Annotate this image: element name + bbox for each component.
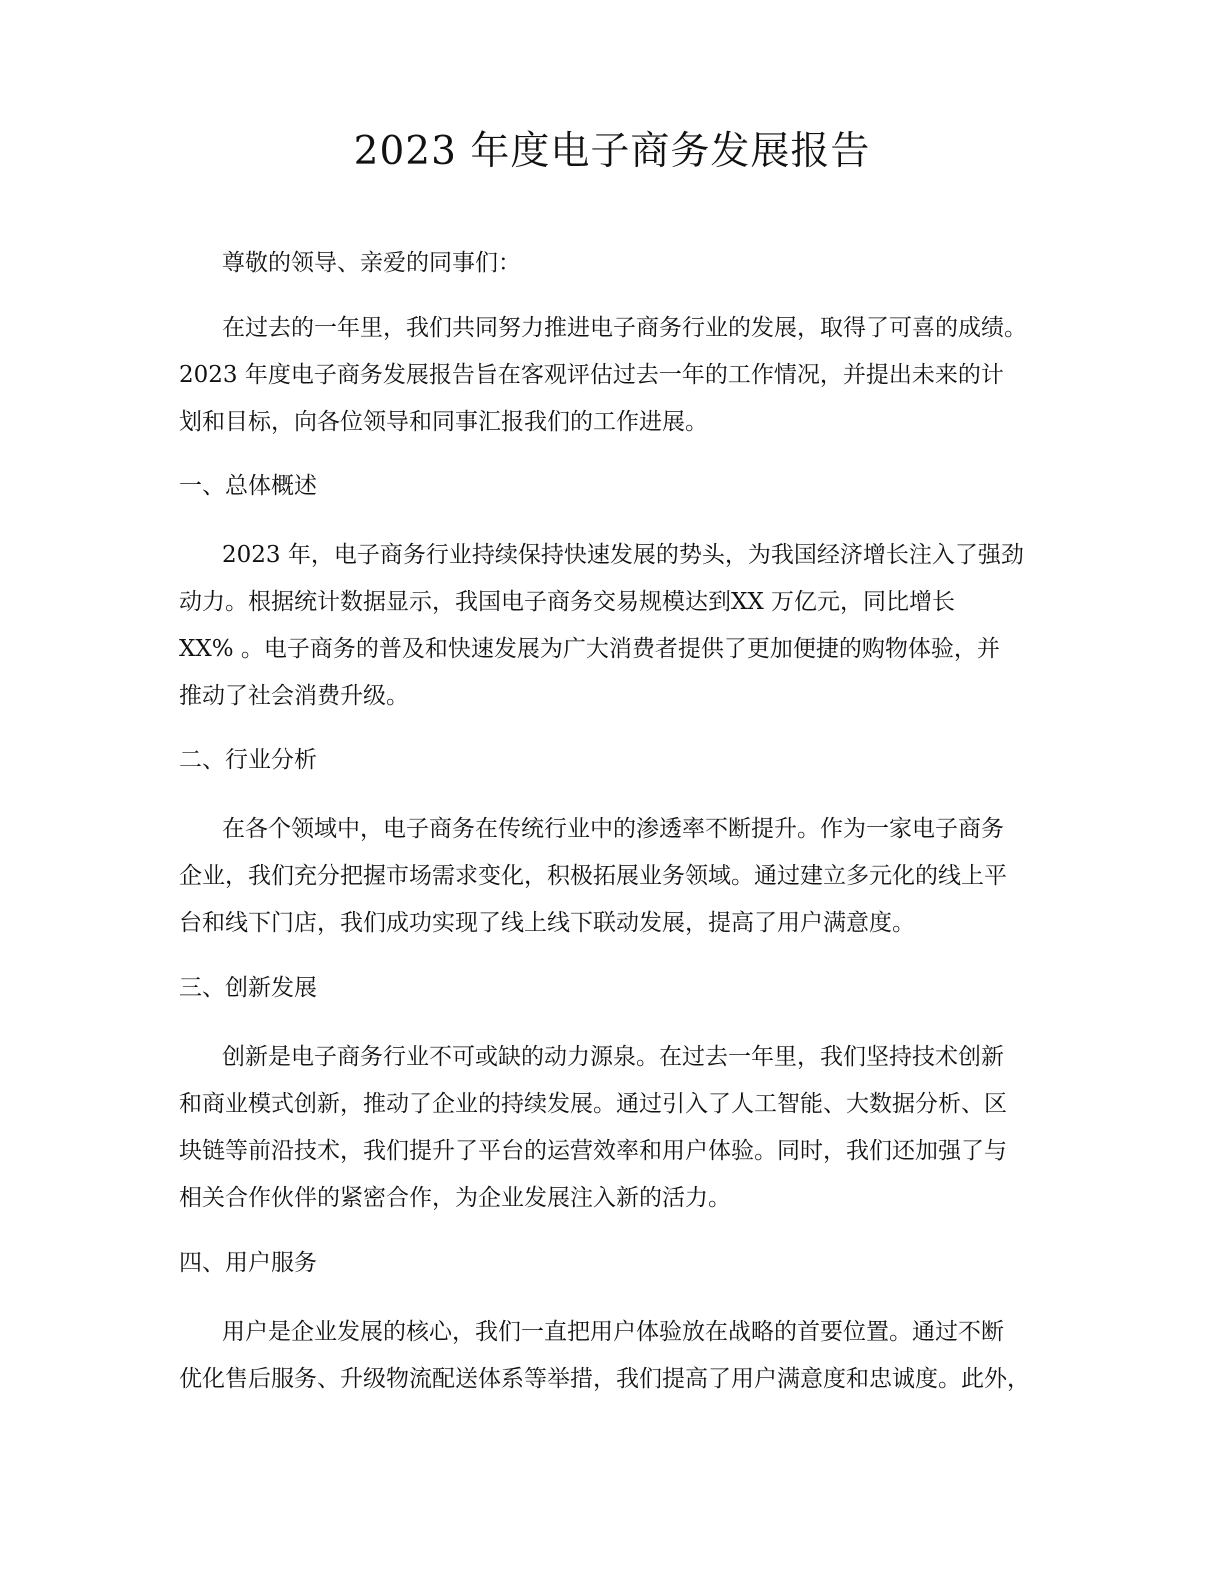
paragraph-line: 相关合作伙伴的紧密合作，为企业发展注入新的活力。 [179,1185,731,1211]
paragraph-line: 推动了社会消费升级。 [179,683,409,709]
paragraph-line: 块链等前沿技术，我们提升了平台的运营效率和用户体验。同时，我们还加强了与 [179,1138,1007,1164]
paragraph-line: 优化售后服务、升级物流配送体系等举措，我们提高了用户满意度和忠诚度。此外， [179,1366,1030,1392]
paragraph-line: 企业，我们充分把握市场需求变化，积极拓展业务领域。通过建立多元化的线上平 [179,863,1007,889]
paragraph-line: 动力。根据统计数据显示，我国电子商务交易规模达到XX 万亿元，同比增长 [179,589,956,615]
document-title: 2023 年度电子商务发展报告 [353,129,871,174]
paragraph-line: 2023 年，电子商务行业持续保持快速发展的势头，为我国经济增长注入了强劲 [222,542,1024,568]
paragraph-line: XX% 。电子商务的普及和快速发展为广大消费者提供了更加便捷的购物体验，并 [179,636,1000,662]
section-heading-industry: 二、行业分析 [179,747,317,773]
salutation: 尊敬的领导、亲爱的同事们： [222,250,521,276]
paragraph-line: 用户是企业发展的核心，我们一直把用户体验放在战略的首要位置。通过不断 [222,1319,1004,1345]
intro-line: 在过去的一年里，我们共同努力推进电子商务行业的发展，取得了可喜的成绩。 [222,315,1027,341]
paragraph-line: 在各个领域中，电子商务在传统行业中的渗透率不断提升。作为一家电子商务 [222,816,1004,842]
paragraph-line: 创新是电子商务行业不可或缺的动力源泉。在过去一年里，我们坚持技术创新 [222,1044,1004,1070]
intro-line: 划和目标，向各位领导和同事汇报我们的工作进展。 [179,409,708,435]
intro-line: 2023 年度电子商务发展报告旨在客观评估过去一年的工作情况，并提出未来的计 [179,362,1004,388]
paragraph-line: 和商业模式创新，推动了企业的持续发展。通过引入了人工智能、大数据分析、区 [179,1091,1007,1117]
section-heading-overview: 一、总体概述 [179,473,317,499]
section-heading-innovation: 三、创新发展 [179,975,317,1001]
paragraph-line: 台和线下门店，我们成功实现了线上线下联动发展，提高了用户满意度。 [179,910,915,936]
section-heading-user-service: 四、用户服务 [179,1250,317,1276]
